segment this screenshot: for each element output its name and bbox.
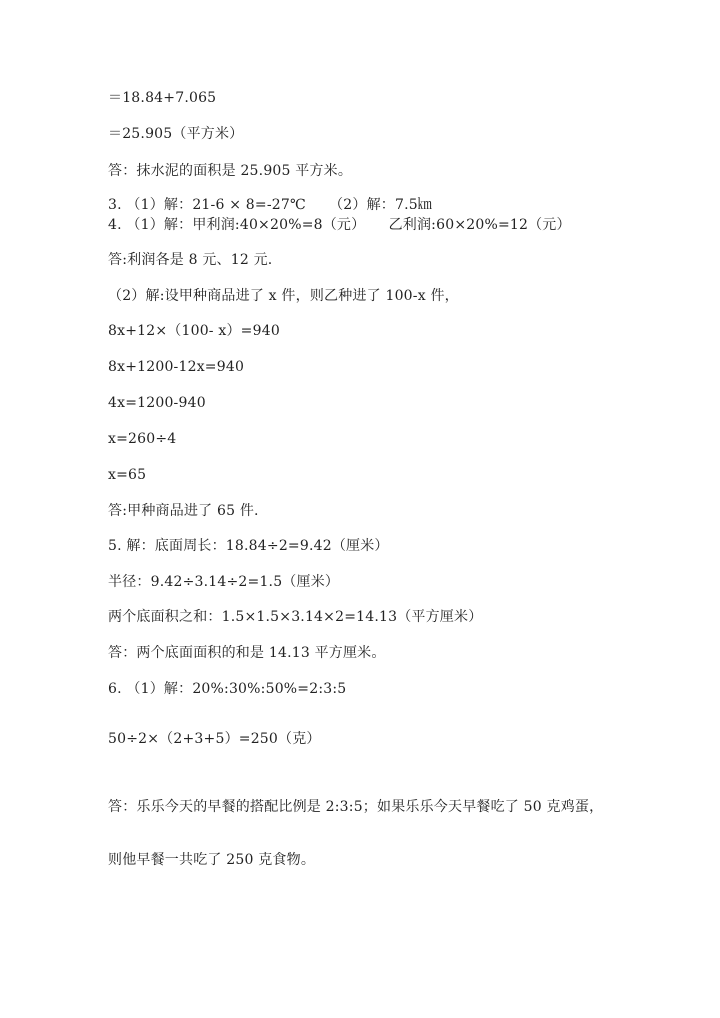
text-line: 答：抹水泥的面积是 25.905 平方米。 — [108, 163, 353, 179]
text-line: 4x=1200-940 — [108, 395, 206, 411]
text-line: 答：乐乐今天的早餐的搭配比例是 2:3:5；如果乐乐今天早餐吃了 50 克鸡蛋， — [108, 799, 604, 815]
text-line: （2）解:设甲种商品进了 x 件，则乙种进了 100-x 件， — [108, 288, 459, 304]
text-line: 5. 解：底面周长：18.84÷2=9.42（厘米） — [108, 538, 389, 554]
text-line: 4. （1）解：甲利润:40×20%=8（元） 乙利润:60×20%=12（元） — [108, 217, 571, 233]
text-line: 50÷2×（2+3+5）=250（克） — [108, 731, 321, 747]
text-line: x=260÷4 — [108, 431, 177, 447]
text-line: 答:利润各是 8 元、12 元. — [108, 252, 273, 268]
text-line: ＝18.84+7.065 — [108, 90, 217, 106]
text-line: 答:甲种商品进了 65 件. — [108, 503, 259, 519]
text-line: 则他早餐一共吃了 250 克食物。 — [108, 852, 316, 868]
text-line: 答：两个底面面积的和是 14.13 平方厘米。 — [108, 645, 386, 661]
text-line: 8x+1200-12x=940 — [108, 359, 245, 375]
text-line: ＝25.905（平方米） — [108, 126, 244, 142]
text-line: 6. （1）解：20%:30%:50%=2:3:5 — [108, 681, 347, 697]
text-line: 3. （1）解：21-6 × 8=-27℃ （2）解：7.5㎞ — [108, 197, 433, 213]
text-line: 半径：9.42÷3.14÷2=1.5（厘米） — [108, 574, 340, 590]
text-line: 两个底面积之和：1.5×1.5×3.14×2=14.13（平方厘米） — [108, 609, 483, 625]
text-line: x=65 — [108, 467, 147, 483]
text-line: 8x+12×（100- x）=940 — [108, 323, 280, 339]
